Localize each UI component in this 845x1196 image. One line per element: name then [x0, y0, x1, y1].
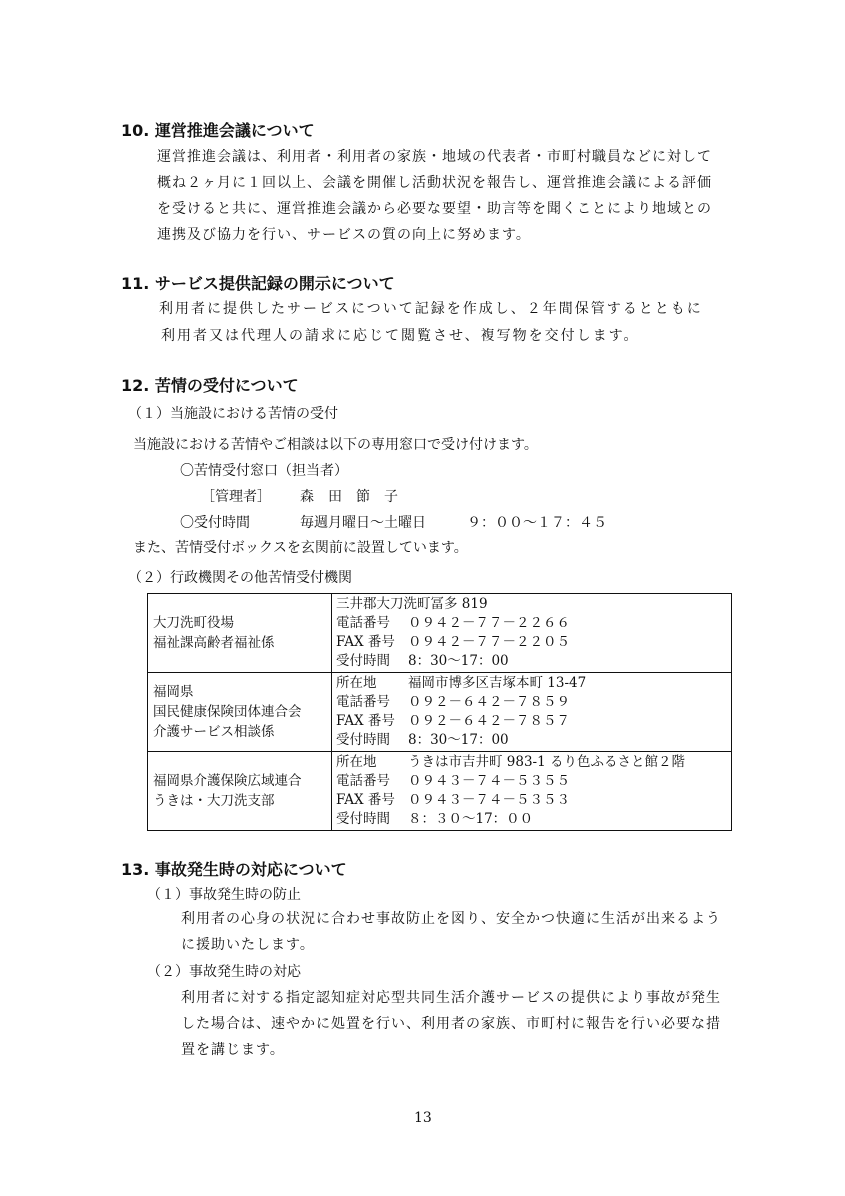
section-11-title: 11. サービス提供記録の開示について — [121, 274, 395, 293]
tel-number: ０９４２－７７－２２６６ — [408, 615, 570, 631]
hours-value: 8：30～17：00 — [408, 732, 509, 748]
complaint-agencies-table — [147, 593, 732, 831]
section-13-sub2-line: した場合は、速やかに処置を行い、利用者の家族、市町村に報告を行い必要な措 — [181, 1016, 721, 1032]
agency-name-cell — [148, 673, 332, 752]
manager-name: 森 田 節 子 — [300, 489, 398, 505]
agency-name-line: うきは・大刀洗支部 — [153, 793, 275, 809]
agency-name-cell — [148, 752, 332, 831]
hours-label: 受付時間 — [336, 811, 390, 827]
agency-address: 三井郡大刀洗町冨多 819 — [336, 596, 488, 612]
section-13-sub1-line: に援助いたします。 — [181, 937, 315, 953]
fax-number: ０９２－６４２－７８５７ — [408, 713, 570, 729]
agency-name-line: 大刀洗町役場 — [153, 615, 234, 631]
hours-label: 受付時間 — [336, 732, 390, 748]
hours-value: ８：３０～17：００ — [408, 811, 534, 827]
section-11-line: 利用者に提供したサービスについて記録を作成し、２年間保管するとともに — [159, 301, 703, 317]
section-13-title: 13. 事故発生時の対応について — [121, 860, 347, 879]
reception-hours-time: ９：００～１７：４５ — [467, 515, 607, 531]
section-13-sub1-line: 利用者の心身の状況に合わせ事故防止を図り、安全かつ快適に生活が出来るよう — [181, 911, 721, 927]
section-12-intro: 当施設における苦情やご相談は以下の専用窓口で受け付けます。 — [133, 437, 538, 453]
agency-name-line: 国民健康保険団体連合会 — [153, 704, 302, 720]
tel-label: 電話番号 — [336, 694, 390, 710]
reception-hours-days: 毎週月曜日～土曜日 — [300, 515, 426, 531]
section-10-line: 連携及び協力を行い、サービスの質の向上に努めます。 — [157, 227, 531, 243]
agency-name-line: 福祉課高齢者福祉係 — [153, 635, 275, 651]
agency-detail-cell — [332, 752, 732, 831]
table-row — [148, 752, 732, 831]
table-row — [148, 594, 732, 673]
agency-address: 福岡市博多区吉塚本町 13-47 — [408, 675, 587, 691]
section-13-sub2-line: 利用者に対する指定認知症対応型共同生活介護サービスの提供により事故が発生 — [181, 990, 721, 1006]
section-11-line: 利用者又は代理人の請求に応じて閲覧させ、複写物を交付します。 — [161, 328, 640, 344]
section-12-title: 12. 苦情の受付について — [121, 376, 299, 395]
section-10-line: 運営推進会議は、利用者・利用者の家族・地域の代表者・市町村職員などに対して — [157, 149, 712, 165]
agency-address: うきは市吉井町 983-1 るり色ふるさと館２階 — [408, 754, 685, 770]
section-13-subheading-2: （２）事故発生時の対応 — [147, 964, 301, 980]
section-12-subheading-1: （１）当施設における苦情の受付 — [128, 406, 338, 422]
page-number: 13 — [414, 1110, 432, 1126]
agency-name-line: 福岡県 — [153, 684, 194, 700]
complaint-box-note: また、苦情受付ボックスを玄関前に設置しています。 — [133, 540, 468, 556]
tel-label: 電話番号 — [336, 773, 390, 789]
hours-label: 受付時間 — [336, 653, 390, 669]
fax-label: FAX 番号 — [336, 634, 395, 650]
table-row — [148, 673, 732, 752]
agency-detail-cell — [332, 594, 732, 673]
fax-label: FAX 番号 — [336, 713, 395, 729]
complaint-window-label: 〇苦情受付窓口（担当者） — [180, 463, 348, 479]
fax-number: ０９４２－７７－２２０５ — [408, 634, 570, 650]
hours-value: 8：30～17：00 — [408, 653, 509, 669]
section-12-subheading-2: （２）行政機関その他苦情受付機関 — [128, 570, 352, 586]
fax-number: ０９４３－７４－５３５３ — [408, 792, 570, 808]
section-10-title: 10. 運営推進会議について — [121, 121, 315, 140]
section-10-line: 概ね２ヶ月に１回以上、会議を開催し活動状況を報告し、運営推進会議による評価 — [157, 175, 712, 191]
tel-number: ０９２－６４２－７８５９ — [408, 694, 570, 710]
tel-label: 電話番号 — [336, 615, 390, 631]
fax-label: FAX 番号 — [336, 792, 395, 808]
address-label: 所在地 — [336, 754, 377, 770]
agency-name-cell — [148, 594, 332, 673]
manager-label: ［管理者］ — [201, 489, 271, 505]
agency-detail-cell — [332, 673, 732, 752]
section-13-sub2-line: 置を講じます。 — [181, 1042, 285, 1058]
agency-name-line: 福岡県介護保険広域連合 — [153, 773, 302, 789]
address-label: 所在地 — [336, 675, 377, 691]
reception-hours-label: 〇受付時間 — [180, 515, 250, 531]
section-13-subheading-1: （１）事故発生時の防止 — [147, 887, 301, 903]
section-10-line: を受けると共に、運営推進会議から必要な要望・助言等を聞くことにより地域との — [157, 201, 712, 217]
tel-number: ０９４３－７４－５３５５ — [408, 773, 570, 789]
agency-name-line: 介護サービス相談係 — [153, 724, 275, 740]
